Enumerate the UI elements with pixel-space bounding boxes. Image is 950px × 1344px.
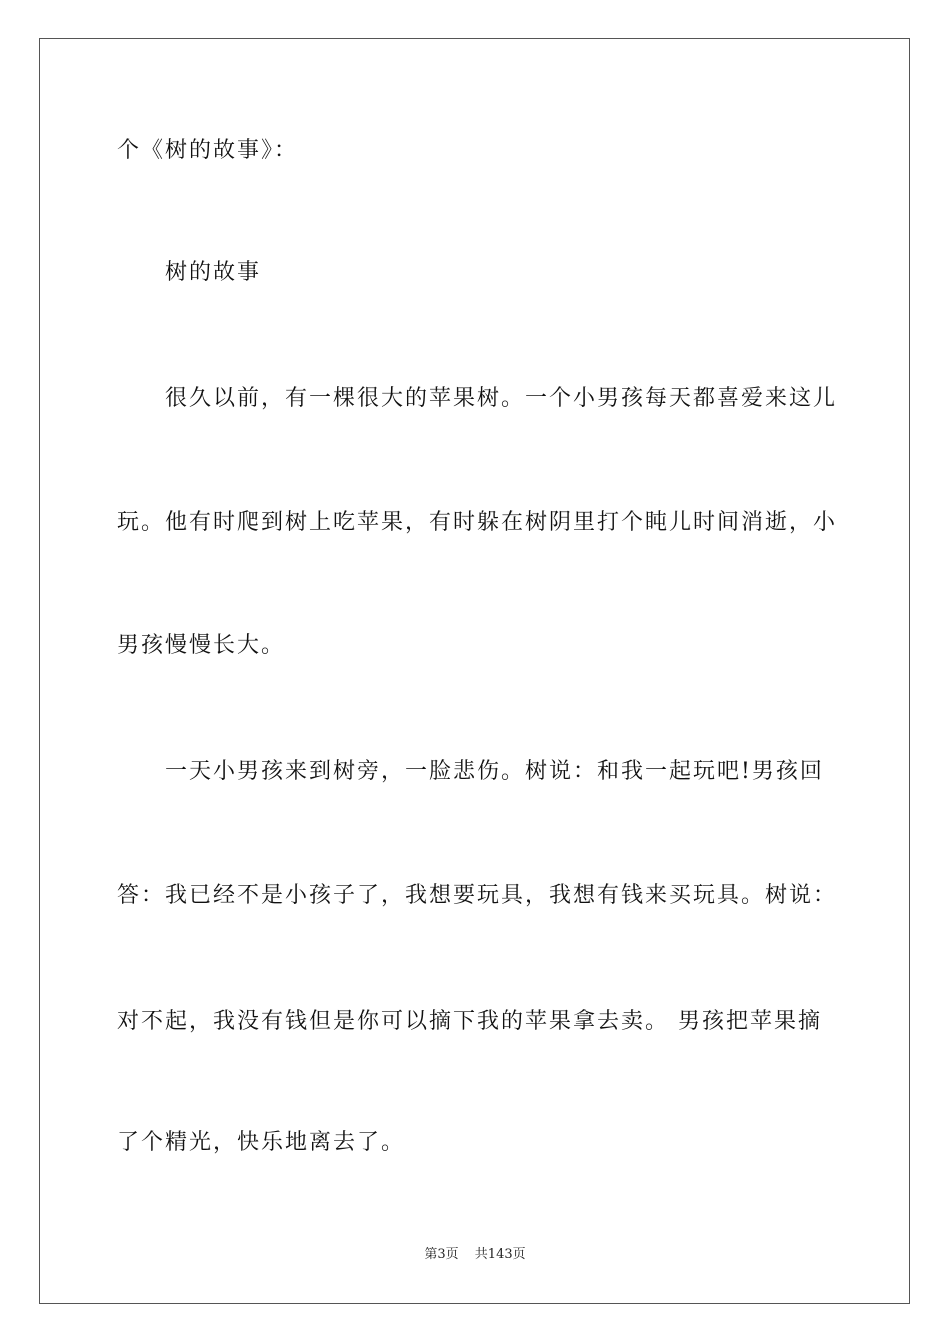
page-number: 第3页 xyxy=(424,1247,459,1262)
text-line-4: 玩。他有时爬到树上吃苹果，有时躲在树阴里打个盹儿时间消逝，小 xyxy=(117,510,838,535)
page-border xyxy=(39,38,910,1304)
text-line-6: 一天小男孩来到树旁，一脸悲伤。树说：和我一起玩吧!男孩回 xyxy=(165,759,824,784)
text-line-9: 了个精光，快乐地离去了。 xyxy=(117,1130,406,1155)
text-line-7: 答：我已经不是小孩子了，我想要玩具，我想有钱来买玩具。树说： xyxy=(117,883,838,908)
total-pages: 共143页 xyxy=(474,1247,526,1262)
text-line-1: 个《树的故事》： xyxy=(117,138,299,163)
text-line-8: 对不起，我没有钱但是你可以摘下我的苹果拿去卖。 男孩把苹果摘 xyxy=(117,1009,822,1034)
page-footer xyxy=(0,1246,950,1264)
story-title: 树的故事 xyxy=(165,260,262,285)
text-line-5: 男孩慢慢长大。 xyxy=(117,633,286,658)
text-line-3: 很久以前，有一棵很大的苹果树。一个小男孩每天都喜爱来这儿 xyxy=(165,386,838,411)
